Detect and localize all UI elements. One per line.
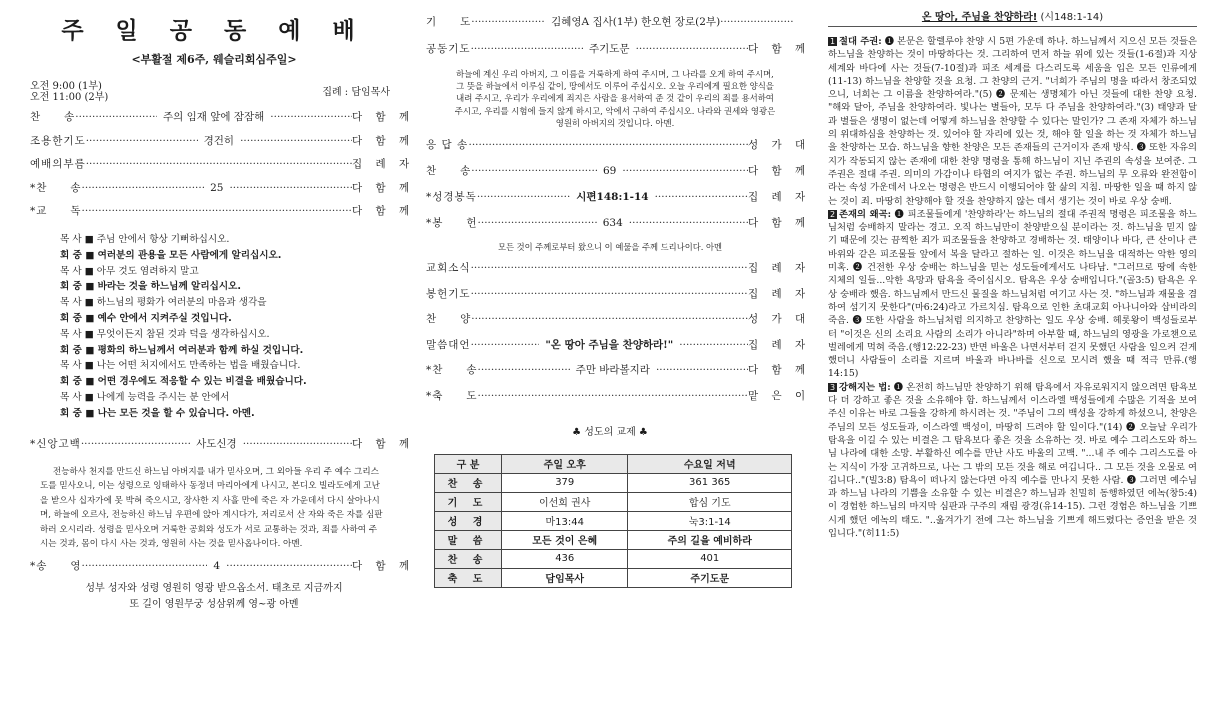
- responsive-role: 목 사 ■: [60, 391, 94, 403]
- responsive-text: 나는 모든 것을 할 수 있습니다. 아멘.: [97, 407, 255, 419]
- doxology-line-2: 또 길이 영원무궁 성삼위께 영~광 아멘: [129, 598, 299, 610]
- responsive-role: 목 사 ■: [60, 297, 94, 309]
- order-row: [30, 558, 415, 573]
- order-row: [30, 180, 415, 195]
- responsive-line: [60, 374, 398, 390]
- table-cell: 마13:44: [502, 511, 628, 530]
- leader-dots: [471, 288, 748, 300]
- order-performer: 다 함 께: [351, 181, 415, 194]
- order-row: [30, 436, 415, 451]
- order-of-worship-middle: [426, 137, 811, 230]
- leader-dots: [478, 364, 570, 376]
- responsive-role: 목 사 ■: [60, 360, 94, 372]
- order-row: [426, 286, 811, 301]
- responsive-role: 회 중 ■: [60, 376, 95, 388]
- responsive-line: [60, 311, 398, 327]
- order-row: [30, 203, 415, 218]
- order-item: 사도신경: [196, 437, 237, 450]
- responsive-text: 어떤 경우에도 적응할 수 있는 비결을 배웠습니다.: [97, 376, 307, 388]
- order-row: [426, 163, 811, 178]
- order-row: [426, 337, 811, 352]
- order-row: [30, 109, 415, 124]
- order-row: [426, 14, 794, 29]
- order-label: 예배의부름: [30, 158, 86, 170]
- section-number: 2: [829, 209, 836, 219]
- section-text: ❶ 피조물들에게 '찬양하라'는 하느님의 절대 주권적 명령은 피조물을 하느님처럼 숭배하지 말라는 경고. 오직 하느님만이 찬양받으실 분이라는 것. 하느님을 믿지 않기 때문에 깃는 끔찍한 죄가 피조물들을 찬양하고 경배하는 것. 태양이나 바다, 큰 산이나 큰 바위와 같은 피조물들 앞에서 복을 달라고 절하는 일. 이것은 하느님을 대적하는 악한 영의 미혹. ❷ 건전한 우상 숭배는 하느님을 믿는 성도들에게서도 나타남. "그러므로 땅에 속한 지체의 일들...악한 욕망과 탐욕을 죽이십시오. 탐욕은 우상 숭배입니다."(골3:5) 탐욕은 우상 숭배라 했음. 하느님께서 만드신 물질을 하느님처럼 여기고 사는 것. "하느님과 재물을 겸하여 섬기지 못한다"(마6:24)라고 가르치심. 탐욕으로 인한 초대교회 아나니아와 삽비라의 죽음. ❸ 또한 사람을 하느님처럼 의지하고 찬양하는 일도 우상 숭배. 헤롯왕이 백성들로부터 "이것은 신의 소리요 사람의 소리가 아니라"하며 아부할 때, 하느님의 영광을 가로챈으로 벌레에게 먹혀 죽음.(행12:22-23) 반면 바울은 나면서부터 걷지 못했던 사람을 일으켜 걷게 했더니 사람들이 소리를 지르며 바울과 바나바를 신으로 모시려 했을 때 적극 만류.(행14:15): [828, 208, 1197, 380]
- leader-dots: [679, 339, 748, 351]
- responsive-line: [60, 295, 398, 311]
- table-header-cell: 수요일 저녁: [628, 454, 792, 473]
- section-heading: 절대 주권:: [839, 36, 882, 47]
- table-row-label: 성 경: [435, 511, 502, 530]
- order-performer: 다 함 께: [748, 43, 811, 55]
- order-row: [426, 311, 811, 326]
- left-column: [0, 0, 415, 716]
- table-row: [435, 511, 792, 530]
- leader-dots: [656, 364, 748, 376]
- responsive-text: 나에게 능력을 주시는 분 안에서: [96, 391, 230, 403]
- time-second: 오전 11:00 (2부): [30, 92, 109, 103]
- sermon-section: [828, 35, 1197, 208]
- order-item: 김혜영A 집사(1부) 한오현 장로(2부): [551, 16, 721, 28]
- order-performer: 집 례 자: [352, 158, 415, 170]
- service-subtitle: <부활절 제6주, 웨슬리회심주일>: [131, 53, 297, 66]
- order-performer: 다 함 께: [748, 217, 811, 230]
- service-times: [30, 81, 398, 109]
- order-label: 찬 송: [426, 165, 472, 178]
- table-row: [435, 530, 792, 549]
- responsive-line: [60, 264, 398, 280]
- order-performer: 성 가 대: [748, 313, 811, 326]
- order-label: 찬 송: [30, 111, 76, 123]
- table-row-label: 찬 송: [435, 473, 502, 492]
- responsive-text: 하느님의 평화가 여러분의 마음과 생각을: [96, 297, 267, 309]
- section-text: ❶ 온전히 하느님만 찬양하기 위해 탐욕에서 자유로워지지 않으려면 탐욕보다 더 강하고 좋은 것을 소유해야 함. 하느님께서 이스라엘 백성들에게 수많은 기적을 보여주신 이유는 바로 그들을 강하게 하시려는 것. "주님이 그의 백성을 강하게 하셨으니, 찬양은 주님의 모든 성도들과, 이스라엘 백성이, 마땅히 드려야 할 일이다."(14) ❷ 오늘날 우리가 탐욕을 이길 수 있는 비결은 그 탐욕보다 좋은 것을 소유하는 것. 바로 예수 그리스도와 하느님 나라에 대한 소망. 부활하신 예수를 만난 사도 바울의 고백. "...내 주 예수 그리스도를 아는 지식이 가장 고귀하므로, 나는 그 밖의 모든 것을 해로 여깁니다.. 그 모든 것을 오물로 여깁니다.."(빌3:8) 탐욕이 떠나지 않는다면 아직 예수를 만나지 못한 사람. ❸ 그러면 예수님과 하느님 나라의 기쁨을 소유할 수 있는 비결은? 하느님과 친밀히 동행하였던 에녹(창5:4)이 경험한 하느님의 마지막 심판과 구주의 재림 광경(유14-15). 그런 경험은 하느님을 기쁘시게 했던 에녹의 태도. "..옮겨가기 전에 그는 하느님을 기쁘게 해드렸다는 증언을 받은 것입니다."(히11:5): [828, 381, 1197, 539]
- leader-dots: [636, 43, 748, 55]
- leader-dots: [471, 16, 545, 28]
- sermon-body: [828, 35, 1197, 540]
- table-cell: 주기도문: [628, 568, 792, 587]
- responsive-text: 평화의 하느님께서 여러분과 함께 하실 것입니다.: [97, 344, 304, 356]
- leader-dots: [629, 217, 748, 229]
- sermon-column: [812, 0, 1209, 716]
- sermon-reference: (시148:1-14): [1037, 12, 1104, 23]
- order-label: 공동기도: [426, 43, 471, 55]
- responsive-line: [60, 406, 398, 422]
- table-cell: 436: [502, 549, 628, 568]
- sermon-title: 온 땅아, 주님을 찬양하라!: [921, 12, 1038, 23]
- doxology-line-1: 성부 성자와 성령 영원히 영광 받으옵소서. 태초로 지금까지: [85, 582, 343, 594]
- leader-dots: [82, 182, 205, 194]
- section-number: 3: [829, 382, 836, 392]
- service-leader: 집례 : 담임목사: [322, 87, 390, 98]
- order-row: [426, 189, 811, 204]
- offering-note: 모든 것이 주께로부터 왔으니 이 예물을 주께 드리나이다. 아멘: [497, 242, 723, 253]
- table-row-label: 축 도: [435, 568, 502, 587]
- responsive-role: 목 사 ■: [60, 265, 94, 277]
- order-label: 찬 양: [426, 313, 472, 326]
- responsive-reading: [60, 232, 398, 422]
- order-label: *봉 헌: [426, 217, 478, 230]
- order-performer: 다 함 께: [747, 364, 811, 377]
- table-row-label: 기 도: [435, 492, 502, 511]
- apostles-creed: 전능하사 천지를 만드신 하느님 아버지를 내가 믿사오며, 그 외아들 우리 주 예수 그리스도를 믿사오니, 이는 성령으로 잉태하사 동정녀 마리아에게 나시고, 본디오 빌라도에게 고난을 받으사 십자가에 못 박혀 죽으시고, 장사한 지 사흘 만에 죽은 자 가운데서 다시 살아나시며, 하늘에 오르사, 전능하신 하느님 우편에 앉아 계시다가, 저리로서 산 자와 죽은 자를 심판하러 오시리라. 성령을 믿사오며 거룩한 공회와 성도가 서로 교통하는 것과, 죄를 사하여 주시는 것과, 몸이 다시 사는 것과, 영원히 사는 것을 믿사옵나이다. 아멘.: [40, 466, 383, 550]
- responsive-role: 목 사 ■: [60, 234, 94, 245]
- table-row-label: 말 씀: [435, 530, 502, 549]
- section-heading: 존재의 왜곡:: [839, 208, 892, 220]
- order-performer: 다 함 께: [352, 205, 415, 217]
- table-header-row: [435, 454, 792, 473]
- table-header-cell: 구 분: [435, 454, 502, 473]
- leader-dots: [226, 560, 352, 572]
- order-label: *찬 송: [30, 181, 82, 194]
- responsive-line: [60, 232, 398, 248]
- responsive-role: 회 중 ■: [60, 281, 95, 293]
- table-row: [435, 492, 792, 511]
- responsive-text: 바라는 것을 하느님께 알리십시오.: [97, 281, 242, 293]
- lords-prayer: 하늘에 계신 우리 아버지, 그 이름을 거룩하게 하여 주시며, 그 나라를 오게 하여 주시며, 그 뜻을 하늘에서 이루심 같이, 땅에서도 이루어 주십시오. 오늘 우리에게 필요한 양식을 내려 주시고, 우리가 우리에게 죄지은 사람을 용서하여 준 것 같이 우리의 죄를 용서하여 주시고, 우리를 시험에 들지 않게 하시고, 악에서 구하여 주십시오. 나라와 권세와 영광은 영원히 아버지의 것입니다. 아멘.: [454, 69, 776, 128]
- leader-dots: [82, 205, 352, 217]
- responsive-line: [60, 343, 398, 359]
- order-label: *신앙고백: [30, 437, 81, 450]
- table-cell: 모든 것이 은혜: [502, 530, 628, 549]
- order-of-worship-left: [30, 109, 415, 218]
- table-cell: 이선희 권사: [502, 492, 628, 511]
- table-row: [435, 549, 792, 568]
- leader-dots: [471, 313, 748, 325]
- order-label: *교 독: [30, 205, 82, 217]
- order-performer: 맡 은 이: [748, 389, 811, 402]
- order-item: 주의 임재 앞에 잠잠해: [162, 111, 265, 123]
- middle-column: [408, 0, 811, 716]
- leader-dots: [81, 438, 190, 450]
- table-cell: 합심 기도: [628, 492, 792, 511]
- order-row: [426, 137, 811, 152]
- leader-dots: [471, 43, 583, 55]
- responsive-text: 아무 것도 염려하지 말고: [96, 265, 199, 277]
- table-row: [435, 473, 792, 492]
- sermon-header: [828, 8, 1197, 27]
- leader-dots: [477, 191, 570, 203]
- leader-dots: [86, 158, 352, 170]
- order-of-worship-top: [426, 14, 811, 56]
- order-performer: 다 함 께: [747, 165, 811, 178]
- order-performer: 다 함 께: [351, 111, 415, 123]
- order-row: [30, 156, 415, 171]
- order-of-worship-bottom: [426, 260, 811, 403]
- table-cell: 담임목사: [502, 568, 628, 587]
- responsive-role: 회 중 ■: [60, 312, 95, 324]
- order-row: [426, 388, 811, 403]
- responsive-text: 나는 어떤 처지에서도 만족하는 법을 배웠습니다.: [96, 360, 301, 372]
- table-cell: 주의 길을 예비하라: [628, 530, 792, 549]
- responsive-text: 주님 안에서 항상 기뻐하십시오.: [96, 234, 230, 245]
- leader-dots: [469, 139, 749, 151]
- order-label: 말씀대언: [426, 338, 471, 351]
- order-row: [426, 215, 811, 230]
- responsive-line: [60, 279, 398, 295]
- leader-dots: [478, 217, 597, 229]
- doxology-text: [30, 581, 398, 613]
- order-row: [426, 362, 811, 377]
- order-row: [426, 41, 811, 56]
- order-row: [30, 133, 415, 148]
- order-performer: 집 례 자: [748, 338, 811, 351]
- responsive-line: [60, 248, 398, 264]
- responsive-role: 회 중 ■: [60, 407, 95, 419]
- table-cell: 401: [628, 549, 792, 568]
- fellowship-title: ♣ 성도의 교제 ♣: [572, 426, 648, 438]
- order-performer: 집 례 자: [748, 262, 811, 275]
- order-row: [426, 260, 811, 275]
- section-text: ❶ 본문은 할렐루야 찬양 시 5편 가운데 하나. 하느님께서 지으신 모든 것들은 하느님을 찬양하는 것이 마땅하다는 것. 그리하여 먼저 하늘 위에 있는 것들(1-6절)과 지상 세계와 바다에 사는 것들(7-10절)과 피조 세계를 다스리도록 세움을 입은 모든 인류에게(11-13) 하느님을 찬양할 것을 요청. 그 찬양의 근거. "너희가 주님의 명을 따라서 창조되었으니, 너희는 그 이름을 찬양하여라."(5) ❷ 문제는 생명체가 아닌 것들에 대한 찬양 요청. "해와 달아, 주님을 찬양하여라. 빛나는 별들아, 모두 다 주님을 찬양하여라."(3) 태양과 달과 별들은 생명이 없는데 어떻게 하느님을 찬양할 수 있다는 말인가? 그 존재 자체가 하느님의 위대하심을 찬양하는 것. 있어야 할 자리에 있는 것, 해야 할 일을 하는 것 자체가 하느님을 찬양하는 모습. 하느님을 향한 찬양은 모든 존재들의 근거이자 존재 방식. ❸ 또한 자유의지가 작동되지 않는 존재에 대한 찬양 명령을 통해 하느님이 지닌 주권의 속성을 보여준. 그 주권은 절대 주권. 의미의 가감이나 타협의 여지가 없는 주권. 하느님의 무 오류와 완전함이라는 속성 가운데서 나오는 명령은 반드시 이행되어야 할 삶의 지침. 마땅한 일을 때 하지 않는 것이 죄. 마땅히 찬양해야 할 것을 찬양하지 않는 데서 생기는 것이 바로 우상 숭배.: [828, 36, 1197, 207]
- order-item: 경건히: [203, 134, 235, 147]
- leader-dots: [471, 262, 748, 274]
- leader-dots: [82, 560, 208, 572]
- leader-dots: [75, 111, 157, 123]
- leader-dots: [622, 165, 748, 177]
- leader-dots: [471, 339, 540, 351]
- order-item: 4: [213, 559, 221, 572]
- responsive-text: 예수 안에서 지켜주실 것입니다.: [97, 312, 232, 324]
- responsive-role: 회 중 ■: [60, 249, 95, 261]
- order-item: 634: [602, 217, 623, 230]
- order-label: 기 도: [426, 16, 472, 28]
- order-performer: 집 례 자: [748, 191, 811, 204]
- order-label: *찬 송: [426, 364, 478, 377]
- responsive-line: [60, 390, 398, 406]
- time-first: 오전 9:00 (1부): [30, 81, 102, 92]
- leader-dots: [655, 191, 748, 203]
- order-label: *송 영: [30, 559, 82, 572]
- creed-row: [30, 436, 415, 451]
- order-item: 25: [210, 181, 224, 194]
- table-cell: 눅3:1-14: [628, 511, 792, 530]
- responsive-line: [60, 358, 398, 374]
- leader-dots: [270, 111, 352, 123]
- table-row: [435, 568, 792, 587]
- order-label: 조용한기도: [30, 134, 86, 147]
- order-label: *성경봉독: [426, 191, 477, 204]
- order-label: 응 답 송: [426, 139, 469, 152]
- doxology-row: [30, 558, 415, 573]
- table-row-label: 찬 송: [435, 549, 502, 568]
- leader-dots: [243, 438, 352, 450]
- order-performer: 다 함 께: [352, 437, 415, 450]
- order-performer: 다 함 께: [352, 134, 415, 147]
- order-item: 주만 바라볼지라: [575, 364, 650, 377]
- responsive-text: 여러분의 관용을 모든 사람에게 알리십시오.: [97, 249, 282, 261]
- leader-dots: [478, 390, 748, 402]
- leader-dots: [240, 135, 352, 147]
- section-heading: 강해지는 법:: [839, 381, 891, 393]
- order-label: 봉헌기도: [426, 287, 471, 300]
- responsive-line: [60, 327, 398, 343]
- order-label: *축 도: [426, 389, 478, 402]
- table-header-cell: 주일 오후: [502, 454, 628, 473]
- order-item: 주기도문: [589, 43, 630, 55]
- order-item: 시편148:1-14: [576, 191, 649, 204]
- section-number: 1: [829, 37, 836, 46]
- table-cell: 379: [502, 473, 628, 492]
- order-label: 교회소식: [426, 262, 471, 275]
- sermon-section: [828, 381, 1197, 541]
- order-item: "온 땅아 주님을 찬양하라!": [545, 338, 674, 351]
- responsive-role: 회 중 ■: [60, 344, 95, 356]
- leader-dots: [229, 182, 352, 194]
- responsive-text: 무엇이든지 참된 것과 덕을 생각하십시오.: [96, 328, 270, 340]
- responsive-role: 목 사 ■: [60, 328, 94, 340]
- sermon-section: [828, 208, 1197, 381]
- order-performer: 성 가 대: [748, 139, 811, 152]
- leader-dots: [471, 165, 597, 177]
- order-item: 69: [602, 165, 617, 178]
- order-performer: 집 례 자: [748, 287, 811, 300]
- table-cell: 361 365: [628, 473, 792, 492]
- service-title: 주 일 공 동 예 배: [61, 17, 367, 44]
- leader-dots: [86, 135, 198, 147]
- leader-dots: [720, 16, 794, 28]
- order-performer: 다 함 께: [351, 559, 415, 572]
- fellowship-table: [434, 454, 792, 588]
